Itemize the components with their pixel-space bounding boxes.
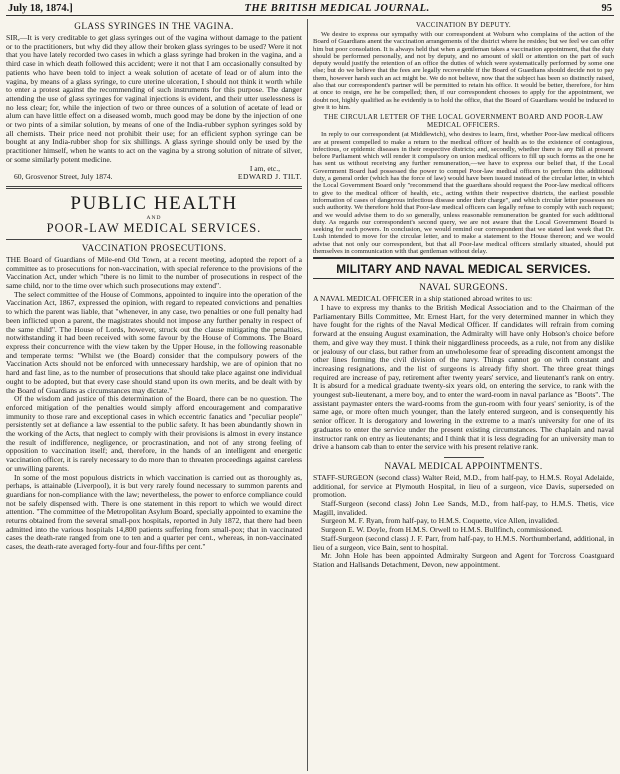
page-number: 95: [601, 3, 612, 14]
right-column: [313, 19, 614, 771]
glass-syringes-letter: SIR,—It is very creditable to get glass syringes out of the vagina without damage to the patient or to the practitioners, but why did they allow their broken glass syringes to be used? Were it not that you have lately recorded two cases in which a glass syringe had broken in the vagina, and a third case in which death followed this accident; were it not that I am occasionally consulted by patients who have been told to inject a weak solution of acetate of lead or of alum into the vagina, by means of a glass syringe, to cure uterine ulceration, I should not think it worth while to enter a protest against the recommending of such instruments for this purpose. The danger attending the use of glass syringes for vaginal injections is evident, and their utter uselessness is no less clear; for, while the injection of two or three ounces of a solution of acetate of lead or alum can have little effect on a diseased womb, much good may be done by the injection of one or two pints of a similar solution, by means of one of the India-rubber syphon syringes sold by all chemists. Their price need not prohibit their use; for an efficient syphon syringe can be bought at any India-rubber shop for six shillings. A glass syringe should only be used by the practitioner himself, when he wants to act on the vagina by a strong solution of nitrate of silver, or some similarly potent medicine.: [6, 33, 302, 164]
glass-syringes-heading: GLASS SYRINGES IN THE VAGINA.: [74, 21, 234, 31]
signature-name: EDWARD J. TILT.: [237, 172, 302, 182]
header-date: July 18, 1874.]: [8, 3, 73, 14]
circular-letter-heading: THE CIRCULAR LETTER OF THE LOCAL GOVERNMENT BOARD AND POOR-LAW MEDICAL OFFICERS.: [323, 113, 604, 130]
naval-appointments-heading: NAVAL MEDICAL APPOINTMENTS.: [384, 460, 543, 471]
section-divider: [6, 186, 302, 189]
vaccination-paragraph-4: In some of the most populous districts in which vaccination is carried out as thoroughly as, perhaps, is attainable (Liverpool), it is but very rarely found necessary to summon parents and guardians for non-compliance with the law; nevertheless, the power to enforce compliance could not be safely dispensed with. There is one statement in this report to which we would direct attention. "The committee of the Metropolitan Asylum Board, specially appointed to examine the returns obtained from the several small-pox hospitals, reported in July 1872, that there had been admitted into the various hospitals 14,800 patients suffering from small-pox; that in vaccinated cases the death-rate ranged from one to ten and a quarter per cent., whereas, in non-vaccinated cases, the death-rate averaged forty-four and four-fifths per cent.": [6, 472, 302, 552]
left-column: [6, 19, 302, 771]
vaccination-prosecutions-heading: VACCINATION PROSECUTIONS.: [81, 242, 227, 253]
journal-page: [6, 0, 614, 774]
signature-address: 60, Grosvenor Street, July 1874.: [14, 172, 113, 182]
appointment-3: Surgeon M. F. Ryan, from half-pay, to H.M.S. Coquette, vice Allen, invalided.: [321, 516, 559, 526]
closing-text: I am, etc.,: [249, 163, 280, 173]
appointment-4: Surgeon E. W. Doyle, from H.M.S. Orwell to H.M.S. Bullfinch, commissioned.: [321, 525, 563, 535]
subsection-rule: [6, 239, 302, 240]
appointment-1-rest: (second class) Walter Reid, M.D., from half-pay, to H.M.S. Royal Adelaide, additional, for service at Plymouth Hospital, in lieu of a surgeon, vice Davis, superseded on promotion.: [313, 472, 614, 500]
vaccination-paragraph-1: THE Board of Guardians of Mile-end Old Town, at a recent meeting, adopted the report of a committee as to prosecutions for non-vaccination, with special reference to the provisions of the Vaccination Act, under which "there is no limit to the number of prosecutions in respect of the same child, nor to the time over which such prosecutions may extend".: [6, 254, 302, 291]
vaccination-deputy-text: We desire to express our sympathy with our correspondent at Woburn who complains of the action of the Board of Guardians anent the vaccination arrangements of the district where he resides; but we feel we can offer him but poor consolation. It is always held that when a gentleman takes a vaccination appointment, that the duty should be performed personally, and not by deputy, and no amount of skill or attention on the part of such deputy would justify the retention of an office the duties of which were systematically performed by some one else; but do we believe that the fees are legally recoverable if the Board of Guardians should decide not to pay them, however harsh such an act might be. We do not believe, now that the subject has been so distinctly raised, also that our correspondent's partner will be permitted to retain his office. It would be better, therefore, for him at once to resign, ere he be compelled; then, if our correspondent chooses to apply for the appointment, we doubt not, highly qualified as he evidently is to hold the office, that the Board of Guardians would be induced to give it to him.: [313, 31, 614, 111]
letter-signature: [6, 173, 302, 182]
journal-title: THE BRITISH MEDICAL JOURNAL.: [244, 3, 430, 14]
naval-surgeons-letter: I have to express my thanks to the British Medical Association and to the Chairman of the Parliamentary Bills Committee, Mr. Ernest Hart, for the very determined manner in which they have fought for the rights of the Naval Medical Officer. If candidates will refrain from coming forward at the ensuing August examination, the Admiralty will have only Hobson's choice before them, and give way they must. I think their niggardliness proceeds, as a rule, not from any dislike or jealousy of our class, but rather from an unwholesome fear of spreading discontent amongst the other lines forming the civil division of the navy. Things cannot go on with constant and increasing resignations, and the list of surgeons is already fifty short. The three great things required are increase of pay, retirement after twenty years' service, and lieutenant's rank on entry. It is absurd for a medical graduate twenty-six years old, on entering the service, to rank with the youngest sub-lieutenant, a mere boy, and to enter the ward-room in naval parlance as "Boots". The assistant paymaster enters the ward-rooms from the gun-room with four years' seniority, is of the same age, or more often much younger, than the lately entered surgeon, and is consequently his senior officer. It is derogatory and lowering in the extreme to a man's university for one of its graduates to enter the service under the present existing circumstances. The chaplain and naval instructor rank on entry as lieutenants; and I think that it is less degrading for an university man to drive a hansom cab than to enter the service with his present relative rank.: [313, 303, 614, 452]
naval-surgeons-heading: NAVAL SURGEONS.: [419, 282, 508, 293]
columns: [6, 19, 614, 771]
appointment-2: Staff-Surgeon (second class) John Lee Sands, M.D., from half-pay, to H.M.S. Thetis, vice Magill, invalided.: [313, 499, 614, 517]
vaccination-paragraph-3: Of the wisdom and justice of this determination of the Board, there can be no question. The enforced mitigation of the penalties would simply afford encouragement and comparative immunity to those rare and exceptional cases in which eccentric fanatics and "peculiar people" persistently set at defiance a law essential to the public safety. It has been abundantly shown in the working of the Acts, that neglect to comply with their provisions is almost in every instance the result of indifference, negligence, or procrastination, and not of any strong feeling of opposition to vaccination itself; and, therefore, in the hands of an intelligent and energetic vaccination officer, it is rarely necessary to do more than to threaten proceedings against careless or unwilling parents.: [6, 394, 302, 473]
circular-letter-text: In reply to our correspondent (at Middlewich), who desires to learn, first, whether Poor-law medical officers are at present compelled to make a return to the medical officer of health as to the existence of contagious, infectious, or epidemic diseases in their respective districts; and, secondly, whether there is any Bill at present before Parliament which will render it compulsory on union medical officers to fill up such forms as the one he has sent us without receiving any further remuneration,—we have to express our belief that, if the Local Government Board had possessed the power to compel Poor-law medical officers to perform this additional duty, a general order (which has the force of law) would have been issued instead of the circular letter, in which the Local Government Board only "recommend that the guardians should request the Poor-law medical officers to give to the medical officer of health, etc., acting within their respective districts, the earliest possible information of cases of dangerous infectious disease under their charge", and which circular letter possesses no such authority. We therefore hold that Poor-law medical officers can legally refuse to comply with such request; and we would advise them to do so generally, unless reasonable remuneration be granted for such additional duty. As regards our correspondent's second query, we are not aware that the Local Government Board is seeking for such powers. In conclusion, we would remind our correspondent that we stated last week that Dr. Lush intended to move for the circular letter, and to make a statement to the House thereon; and we would advise that not only our correspondent, but that all Poor-law medical officers similarly situated, should put themselves in communication with that gentleman without delay.: [313, 131, 614, 256]
public-health-and: AND: [146, 214, 162, 221]
military-naval-heading: MILITARY AND NAVAL MEDICAL SERVICES.: [313, 257, 614, 279]
vaccination-deputy-heading: VACCINATION BY DEPUTY.: [416, 21, 511, 29]
public-health-heading: PUBLIC HEALTH: [70, 192, 238, 214]
appointment-6: Mr. John Hole has been appointed Admiralty Surgeon and Agent for Torcross Coastguard Station and Hallsands Detachment, Devon, new appointment.: [313, 551, 614, 569]
appointment-1: [313, 474, 614, 500]
appointment-1-lead: STAFF-SURGEON: [313, 472, 374, 482]
running-header: [6, 0, 614, 16]
poor-law-heading: POOR-LAW MEDICAL SERVICES.: [46, 220, 262, 235]
vaccination-paragraph-2: The select committee of the House of Commons, appointed to inquire into the operation of the Vaccination Act, 1867, expressed the opinion, with regard to repeated convictions and penalties to which the parent was liable, that "whenever, in any case, two penalties or one full penalty had been inflicted upon a parent, the magistrates should not impose any further penalty in respect of the same child". The House of Lords, however, struck out the clause mitigating the penalties, notwithstanding it had been received with some favour by the House of Commons. The Board express their concurrence with the view taken by the Upper House, in the following reasonable and temperate terms: "Whilst we (the Board) consider that the compulsory powers of the Vaccination Acts should not be enforced with unnecessary hardship, we are of opinion that no hard and fast line, as to the number of prosecutions that should take place against one individual ought to be adopted, but that every case should stand upon its own merits, and be dealt with by the Board of Guardians as circumstances may dictate.": [6, 289, 302, 395]
appointment-5: Staff-Surgeon (second class) J. F. Parr, from half-pay, to H.M.S. Northumberland, additional, in lieu of a surgeon, vice Bain, sent to hospital.: [313, 533, 614, 552]
naval-surgeons-intro: A NAVAL MEDICAL OFFICER in a ship stationed abroad writes to us:: [313, 294, 533, 304]
short-rule: [444, 457, 484, 458]
